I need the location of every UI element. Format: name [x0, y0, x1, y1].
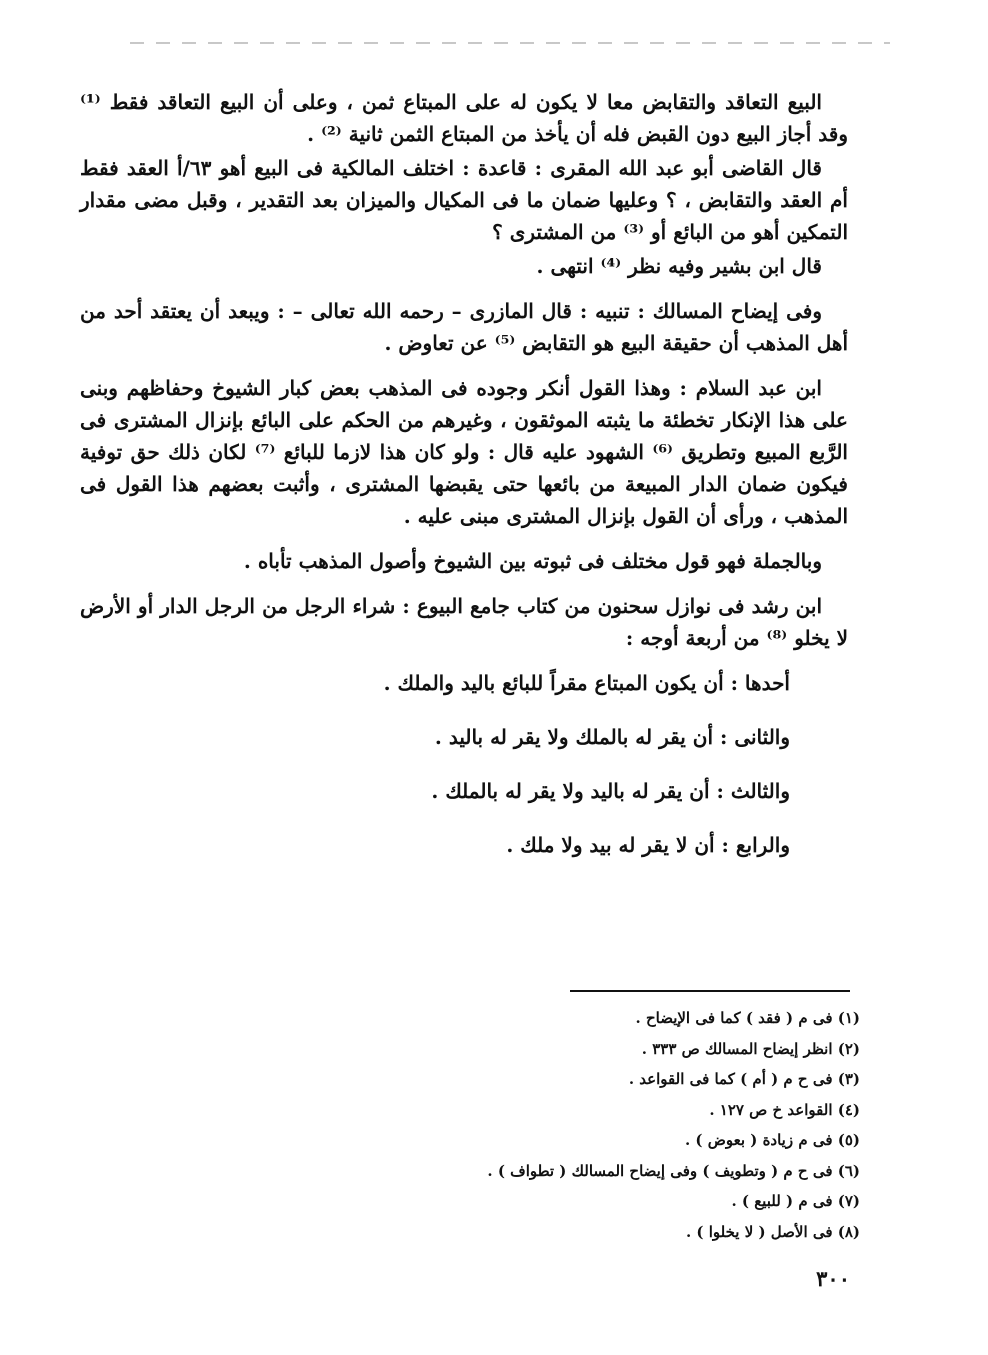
- footnote-7: (٧) فى م ( للبيع ) .: [731, 1192, 860, 1210]
- footnote-8: (٨) فى الأصل ( لا يخلوا ) .: [685, 1222, 860, 1241]
- list-item-2: والثانى : أن يقر له بالملك ولا يقر له باليد .: [434, 725, 790, 749]
- paragraph-6: وبالجملة فهو قول مختلف فى ثبوته بين الشيوخ وأصول المذهب تأباه .: [243, 549, 822, 573]
- paragraph-1: البيع التعاقد والتقابض معا لا يكون له على المبتاع ثمن ، وعلى أن البيع التعاقد فقط ⁽¹⁾ وقد أجاز البيع دون القبض فله أن يأخذ من المبتاع الثمن ثانية ⁽²⁾ .: [80, 90, 848, 146]
- footnote-1: (١) فى م ( فقد ) كما فى الإيضاح .: [635, 1009, 860, 1027]
- paragraph-4: وفى إيضاح المسالك : تنبيه : قال المازرى – رحمه الله تعالى – : ويبعد أن يعتقد أحد من أهل المذهب أن حقيقة البيع هو التقابض ⁽⁵⁾ عن تعاوض .: [80, 299, 848, 355]
- list-item-1: أحدها : أن يكون المبتاع مقراً للبائع باليد والملك .: [383, 671, 790, 695]
- scan-artifact-line: [130, 42, 890, 44]
- footnotes: [360, 1003, 860, 1247]
- footnote-4: (٤) القواعد خ ص ١٢٧ .: [709, 1100, 860, 1119]
- paragraph-2: قال القاضى أبو عبد الله المقرى : قاعدة : اختلف المالكية فى البيع أهو ٦٣/أ العقد فقط أم العقد والتقابض ، ؟ وعليها ضمان ما فى المكيال والميزان بعد التقدير ، وقبل مضى مقدار التمكين أهو من البائع أو ⁽³⁾ من المشترى ؟: [80, 156, 848, 244]
- footnote-3: (٣) فى ح م ( أم ) كما فى القواعد .: [628, 1070, 860, 1088]
- footnote-6: (٦) فى ح م ( وتطويف ) وفى إيضاح المسالك ( تطواف ) .: [487, 1161, 860, 1180]
- list-item-4: والرابع : أن لا يقر له بيد ولا ملك .: [506, 833, 790, 857]
- list-item-3: والثالث : أن يقر له باليد ولا يقر له بالملك .: [431, 779, 790, 803]
- paragraph-7: ابن رشد فى نوازل سحنون من كتاب جامع البيوع : شراء الرجل من الرجل الدار أو الأرض لا يخلو ⁽⁸⁾ من أربعة أوجه :: [80, 594, 848, 650]
- page-number: ٣٠٠: [816, 1266, 850, 1291]
- paragraph-5: ابن عبد السلام : وهذا القول أنكر وجوده فى المذهب بعض كبار الشيوخ وحفاظهم وبنى على هذا الإنكار تخطئة ما يثبته الموثقون ، وغيرهم من الحكم على البائع بإنزال المشترى فى الرَّبع المبيع وتطريق ⁽⁶⁾ الشهود عليه قال : ولو كان هذا لازما للبائع ⁽⁷⁾ لكان ذلك حق توفية فيكون ضمان الدار المبيعة من بائعها حتى يقبضها المشترى ، وأثبت بعضهم هذا القول فى المذهب ، ورأى أن القول بإنزال المشترى مبنى عليه .: [80, 376, 848, 528]
- footnote-separator: [570, 990, 850, 992]
- paragraph-3: قال ابن بشير وفيه نظر ⁽⁴⁾ انتهى .: [536, 254, 822, 278]
- footnote-2: (٢) انظر إيضاح المسالك ص ٣٣٣ .: [641, 1039, 860, 1058]
- main-text: [80, 86, 848, 883]
- footnote-5: (٥) فى م زيادة ( بعوض ) .: [684, 1131, 860, 1149]
